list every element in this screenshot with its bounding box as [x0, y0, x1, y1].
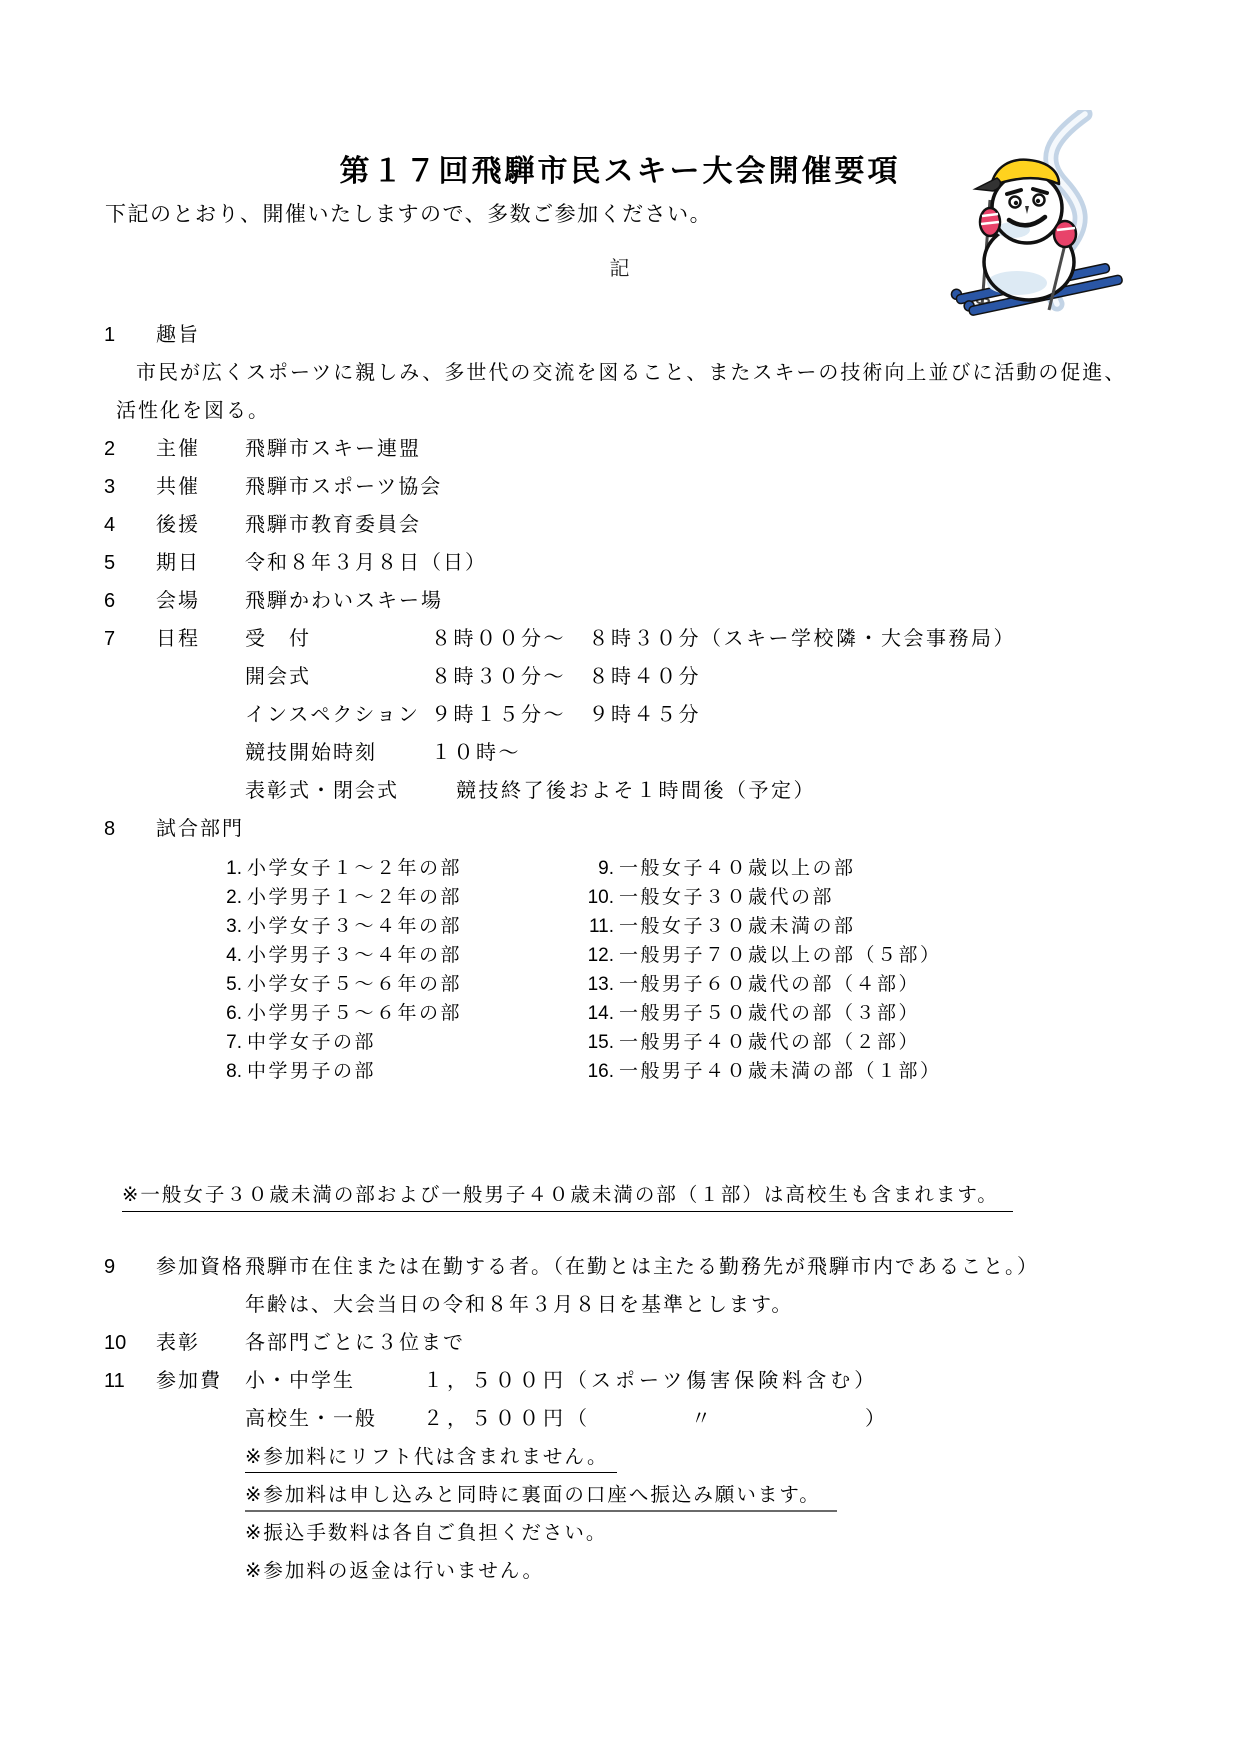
division-text: 小学女子１～２年の部: [247, 858, 463, 879]
division-item: [578, 883, 942, 912]
division-num: 12.: [587, 945, 614, 966]
schedule-time: 競技終了後およそ１時間後（予定）: [456, 780, 816, 802]
page-title: 第１７回飛騨市民スキー大会開催要項: [339, 155, 901, 188]
section-value: 飛騨市スキー連盟: [245, 438, 421, 460]
section-value: 飛騨かわいスキー場: [245, 590, 443, 612]
schedule-event: インスペクション: [245, 704, 420, 726]
section-label: 表彰: [156, 1332, 200, 1354]
division-num: 7.: [226, 1032, 242, 1053]
section-value: 令和８年３月８日（日）: [245, 552, 487, 574]
fee-note-text: ※参加料の返金は行いません。: [245, 1560, 545, 1582]
section-label: 共催: [156, 476, 200, 498]
fee-note: [0, 1482, 1240, 1508]
division-text: 一般男子４０歳未満の部（１部）: [619, 1061, 942, 1082]
section-value: 飛騨市教育委員会: [245, 514, 421, 536]
schedule-row: [0, 702, 1240, 728]
division-num: 2.: [226, 887, 242, 908]
section-label: 主催: [156, 438, 200, 460]
fee-amount-2-close: ）: [865, 1408, 889, 1430]
division-num: 6.: [226, 1003, 242, 1024]
fee-note: [0, 1520, 1240, 1546]
division-text: 一般女子４０歳以上の部: [619, 858, 856, 879]
division-column-left: [212, 854, 578, 1086]
section-fee: [0, 1368, 1240, 1394]
division-item: [212, 970, 578, 999]
division-text: 中学男子の部: [247, 1061, 377, 1082]
division-text: 一般男子５０歳代の部（３部）: [619, 1003, 921, 1024]
division-num: 15.: [587, 1032, 614, 1053]
division-num: 3.: [226, 916, 242, 937]
purpose-body-line2: 活性化を図る。: [116, 400, 270, 422]
section-number: 6: [104, 590, 116, 612]
division-num: 13.: [587, 974, 614, 995]
division-item: [212, 1057, 578, 1086]
division-num: 10.: [587, 887, 614, 908]
division-text: 小学女子５～６年の部: [247, 974, 463, 995]
division-text: 一般男子４０歳代の部（２部）: [619, 1032, 921, 1053]
section-label: 期日: [156, 552, 200, 574]
fee-amount-2-open: ２，５００円（: [423, 1408, 591, 1430]
division-num: 8.: [226, 1061, 242, 1082]
schedule-time: ９時１５分～ ９時４５分: [431, 704, 701, 726]
division-text: 小学男子３～４年の部: [247, 945, 463, 966]
division-item: [212, 912, 578, 941]
section-schedule: [0, 626, 1240, 652]
skiing-snowman-illustration: [945, 110, 1130, 325]
section-support: [0, 512, 1240, 538]
division-num: 16.: [587, 1061, 614, 1082]
section-number: 8: [104, 818, 116, 840]
schedule-time: １０時～: [431, 742, 521, 764]
division-item: [578, 999, 942, 1028]
schedule-row: [0, 740, 1240, 766]
division-text: 一般女子３０歳未満の部: [619, 916, 856, 937]
division-num: 4.: [226, 945, 242, 966]
division-item: [578, 970, 942, 999]
fee-note-text: ※参加料にリフト代は含まれません。: [245, 1446, 617, 1473]
division-text: 小学男子５～６年の部: [247, 1003, 463, 1024]
division-item: [212, 1028, 578, 1057]
division-text: 中学女子の部: [247, 1032, 377, 1053]
snowman-body-shade: [987, 271, 1047, 295]
division-column-right: [578, 854, 942, 1086]
section-number: 10: [104, 1332, 127, 1354]
division-item: [578, 912, 942, 941]
right-mitten: [1054, 221, 1076, 247]
division-item: [212, 883, 578, 912]
division-num: 1.: [226, 858, 242, 879]
fee-category-2: 高校生・一般: [245, 1408, 377, 1430]
division-text: 小学男子１～２年の部: [247, 887, 463, 908]
fee-category-1: 小・中学生: [245, 1370, 355, 1392]
section-number: 3: [104, 476, 116, 498]
division-text: 一般男子７０歳以上の部（５部）: [619, 945, 942, 966]
schedule-event: 受 付: [245, 628, 311, 650]
purpose-body-line1: 市民が広くスポーツに親しみ、多世代の交流を図ること、またスキーの技術向上並びに活動の促進、: [136, 362, 1127, 384]
fee-note-text: ※参加料は申し込みと同時に裏面の口座へ振込み願います。: [245, 1484, 837, 1512]
schedule-event: 表彰式・閉会式: [245, 780, 399, 802]
division-item: [578, 1028, 942, 1057]
division-list: [0, 854, 1240, 1086]
cap-brim: [975, 178, 1000, 191]
section-label: 試合部門: [156, 818, 244, 840]
section-number: 2: [104, 438, 116, 460]
division-num: 11.: [588, 916, 614, 937]
fee-amount-2: [423, 1408, 889, 1430]
fee-note: [0, 1444, 1240, 1470]
division-num: 5.: [226, 974, 242, 995]
division-item: [578, 941, 942, 970]
section-label: 参加資格: [156, 1256, 244, 1278]
center-mark: 記: [609, 258, 631, 280]
fee-note: [0, 1558, 1240, 1584]
division-item: [212, 854, 578, 883]
section-value: 飛騨市スポーツ協会: [245, 476, 443, 498]
schedule-event: 開会式: [245, 666, 311, 688]
division-item: [212, 999, 578, 1028]
section-venue: [0, 588, 1240, 614]
division-item: [212, 941, 578, 970]
division-note: [0, 1182, 1240, 1208]
schedule-row: [0, 664, 1240, 690]
section-date: [0, 550, 1240, 576]
section-number: 4: [104, 514, 116, 536]
section-cohost: [0, 474, 1240, 500]
intro-text: 下記のとおり、開催いたしますので、多数ご参加ください。: [105, 203, 713, 226]
section-number: 11: [104, 1370, 125, 1392]
section-divisions: [0, 816, 1240, 842]
section-number: 5: [104, 552, 116, 574]
section-host: [0, 436, 1240, 462]
schedule-row: [245, 626, 1240, 652]
division-text: 一般男子６０歳代の部（４部）: [619, 974, 921, 995]
section-awards: [0, 1330, 1240, 1356]
section-purpose: [0, 322, 1240, 348]
section-value: 各部門ごとに３位まで: [245, 1332, 465, 1354]
fee-amount-1: １，５００円（スポーツ傷害保険料含む）: [423, 1370, 879, 1392]
division-note-text: ※一般女子３０歳未満の部および一般男子４０歳未満の部（１部）は高校生も含まれます。: [122, 1184, 1013, 1212]
section-eligibility: [0, 1254, 1240, 1280]
schedule-time: ８時３０分～ ８時４０分: [431, 666, 701, 688]
section-number: 9: [104, 1256, 116, 1278]
division-text: 一般女子３０歳代の部: [619, 887, 835, 908]
fee-note-text: ※振込手数料は各自ご負担ください。: [245, 1522, 608, 1544]
ditto-mark: 〃: [691, 1408, 715, 1430]
schedule-time: ８時００分～ ８時３０分（スキー学校隣・大会事務局）: [431, 628, 1016, 650]
division-num: 14.: [587, 1003, 614, 1024]
document-body: [0, 322, 1240, 1596]
schedule-event: 競技開始時刻: [245, 742, 377, 764]
eligibility-line1: 飛騨市在住または在勤する者。（在勤とは主たる勤務先が飛騨市内であること。）: [245, 1256, 1039, 1278]
division-item: [578, 1057, 942, 1086]
section-label: 後援: [156, 514, 200, 536]
section-label: 参加費: [156, 1370, 222, 1392]
section-number: 7: [104, 628, 116, 650]
eligibility-line2: 年齢は、大会当日の令和８年３月８日を基準とします。: [245, 1294, 794, 1316]
division-text: 小学女子３～４年の部: [247, 916, 463, 937]
section-number: 1: [104, 324, 116, 346]
section-label: 会場: [156, 590, 200, 612]
section-label: 日程: [156, 628, 200, 650]
schedule-row: [0, 778, 1240, 804]
section-label: 趣旨: [156, 324, 200, 346]
division-num: 9.: [598, 858, 614, 879]
fee-row-2: [0, 1406, 1240, 1432]
division-item: [578, 854, 942, 883]
